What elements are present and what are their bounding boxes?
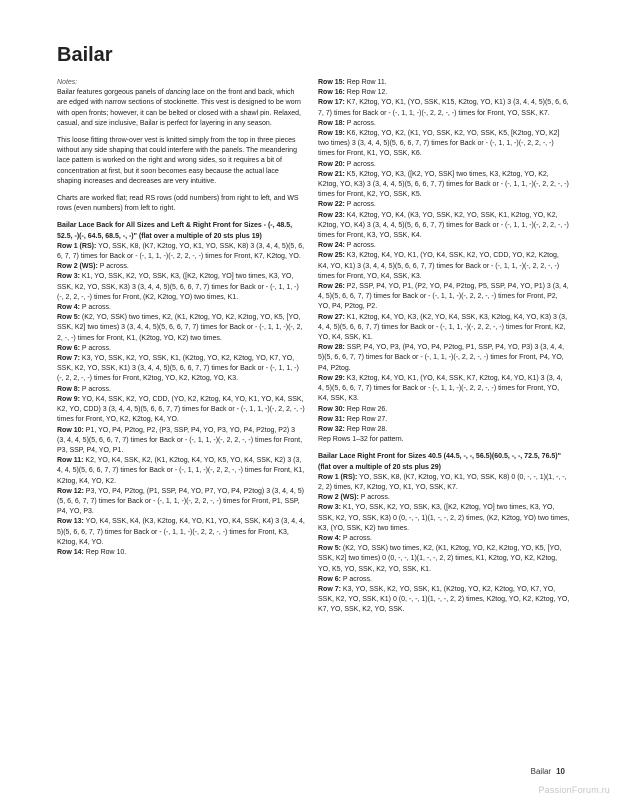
intro-paragraph-3: Charts are worked flat; read RS rows (odd numbers) from right to left, and WS rows (even numbers) from left to right. [57,195,299,213]
row-label: Row 3: [318,504,341,512]
pattern-row [57,548,305,558]
row-label: Row 23: [318,211,345,219]
pattern-row [57,313,305,344]
row-text: YO, K4, SSK, K4, (K3, K2tog, K4, YO, K1, YO, K4, SSK, K4) 3 (3, 4, 4, 5)(5, 6, 6, 7, 7) times for Back or - (-, 1, 1, -)(-, 2, 2, -, -) times for Front, K3, K2tog, K4, YO. [57,518,305,546]
intro-paragraph-1: Bailar features gorgeous panels of dancing lace on the front and back, which are edged with narrow sections of stockinette. This vest is designed to be worn with open fronts; however, it can be belted or closed with a shawl pin. Relaxed, casual, and size inclusive, Bailar is perfect for layering in any season. [57,89,301,127]
row-text: K3, YO, SSK, K2, YO, SSK, K1, (K2tog, YO, K2, K2tog, YO, K7, YO, SSK, K2, YO, SSK, K1) 0 (0, -, -, 1)(1, -, -, 2, 2) times, K2tog, YO, K2, K2tog, YO, K7, YO, SSK, K2, YO, SSK. [318,585,570,614]
row-label: Row 8: [57,385,80,393]
row-text: P across. [344,201,376,209]
pattern-row [318,211,570,242]
pattern-row [57,385,305,395]
pattern-row [318,170,570,201]
row-label: Row 2 (WS): [318,494,359,502]
row-text: P across. [358,494,390,502]
row-text: P across. [97,263,129,271]
row-label: Row 7: [318,585,341,593]
intro-paragraph-2: This loose fitting throw-over vest is knitted simply from the top in three pieces without any side shaping that could interfere with the panels. The meandering lace pattern is worked on the right and wrong sides, so it requires a bit of concentration at first, but it soon becomes easy because the actual lace shaping increases and decreases are very intuitive. [57,137,297,185]
row-label: Row 27: [318,313,345,321]
row-text: K6, K2tog, YO, K2, (K1, YO, SSK, K2, YO, SSK, K5, [K2tog, YO, K2] two times) 3 (3, 4, 4, 5)(5, 6, 6, 7, 7) times for Back or - (-, 1, 1, -)(-, 2, 2, -, -) times for Front, K1, YO, SSK, K6. [318,130,560,158]
row-label: Row 10: [57,426,84,434]
row-label: Row 22: [318,201,345,209]
pattern-row [57,242,305,262]
row-text: P across. [344,119,376,127]
pattern-row [57,426,305,457]
section-heading-lace-back: Bailar Lace Back for All Sizes and Left & Right Front for Sizes - (-, 48.5, 52.5, -)(-, 64.5, 68.5, -, -)" (flat over a multiple of 20 sts plus 19) [57,222,293,240]
row-label: Row 3: [57,273,80,281]
row-label: Row 29: [318,374,345,382]
page-number: 10 [556,767,565,776]
pattern-row [318,200,570,210]
pattern-row [318,241,570,251]
row-text: Rep Row 12. [344,89,388,97]
row-text: K3, YO, SSK, K2, YO, SSK, K1, (K2tog, YO, K2, K2tog, YO, K7, YO, SSK, K2, YO, SSK, K1) 3 (3, 4, 4, 5)(5, 6, 6, 7, 7) times for Back or - (-, 1, 1, -)(-, 2, 2, -, -) times for Front, K2tog, YO, K2, K2tog, YO, K3. [57,355,299,383]
row-text: Rep Row 28. [344,425,388,433]
row-label: Row 25: [318,252,345,260]
row-label: Row 4: [318,534,341,542]
pattern-row [318,493,570,503]
row-text: K1, YO, SSK, K2, YO, SSK, K3, ([K2, K2tog, YO] two times, K3, YO, SSK, K2, YO, SSK, K3) 3 (3, 4, 4, 5)(5, 6, 6, 7, 7) times for Back or - (-, 1, 1, -)(-, 2, 2, -, -) times for Front, (K2, K2tog, YO) two times, K1. [57,273,299,301]
pattern-row [318,425,570,435]
pattern-row [57,395,305,426]
row-text: K7, K2tog, YO, K1, (YO, SSK, K15, K2tog, YO, K1) 3 (3, 4, 4, 5)(5, 6, 6, 7, 7) times for Back or - (-, 1, 1, -)(-, 2, 2, -, -) times for Front, YO, SSK, K7. [318,99,569,117]
row-text: P1, YO, P4, P2tog, P2, (P3, SSP, P4, YO, P3, YO, P4, P2tog, P2) 3 (3, 4, 4, 5)(5, 6, 6, 7, 7) times for Back or - (-, 1, 1, -)(-, 2, 2, -, -) times for Front, P3, SSP, P4, YO, P1. [57,426,303,454]
row-text: Rep Row 10. [83,548,127,556]
pattern-row [318,78,570,88]
pattern-row [318,374,570,405]
row-text: P across. [79,385,111,393]
row-label: Row 16: [318,89,345,97]
row-label: Row 24: [318,242,345,250]
notes-label: Notes: [57,79,78,86]
row-text: P across. [79,344,111,352]
pattern-row [318,575,570,585]
row-label: Row 17: [318,99,345,107]
row-text: P across. [340,534,372,542]
pattern-row [318,88,570,98]
row-label: Row 14: [57,548,84,556]
row-label: Row 18: [318,119,345,127]
pattern-row [57,456,305,487]
row-label: Row 13: [57,518,84,526]
pattern-row [57,517,305,548]
row-text: P across. [344,160,376,168]
row-text: (K2, YO, SSK) two times, K2, (K1, K2tog, YO, K2, K2tog, YO, K5, [YO, SSK, K2] two times) 0 (0, -, -, 1)(1, -, -, 2, 2) times, K1, K2tog, YO, K2, K2tog, YO, K5, YO, SSK, K2, YO, SSK, K1. [318,545,562,573]
page-footer [531,767,565,776]
row-label: Row 32: [318,425,345,433]
row-text: K1, K2tog, K4, YO, K3, (K2, YO, K4, SSK, K3, K2tog, K4, YO, K3) 3 (3, 4, 4, 5)(5, 6, 6, 7, 7) times for Back or - (-, 1, 1, -)(-, 2, 2, -, -) times for Front, K2, YO, K4, SSK, K1. [318,313,568,342]
row-text: Rep Row 27. [344,415,388,423]
pattern-row [57,487,305,518]
row-text: K5, K2tog, YO, K3, ([K2, YO, SSK] two times, K3, K2tog, YO, K2, K2tog, YO, K3) 3 (3, 4, 4, 5)(5, 6, 6, 7, 7) times for Back or - (-, 1, 1, -)(-, 2, 2, -, -) times for Front, K2, YO, SSK, K5. [318,170,569,199]
pattern-row [318,251,570,282]
row-text: YO, SSK, K8, (K7, K2tog, YO, K1, YO, SSK, K8) 0 (0, -, -, 1)(1, -, -, 2, 2) times, K7, K2tog, YO, K1, YO, SSK, K7. [318,473,567,491]
footer-pattern-name: Bailar [530,767,552,776]
row-label: Row 6: [318,575,341,583]
row-text: Rep Row 11. [344,79,387,86]
repeat-instruction: Rep Rows 1–32 for pattern. [318,436,404,444]
pattern-row [318,473,570,493]
row-text: SSP, P4, YO, P3, (P4, YO, P4, P2tog, P1, SSP, P4, YO, P3) 3 (3, 4, 4, 5)(5, 6, 6, 7, 7) times for Back or - (-, 1, 1, -)(-, 2, 2, -, -) times for Front, P4, YO, P4, P2tog. [318,344,565,372]
row-label: Row 21: [318,170,345,178]
row-text: P across. [344,242,376,250]
pattern-row [318,585,570,616]
pattern-row [318,415,570,425]
row-label: Row 15: [318,79,345,86]
row-label: Row 1 (RS): [318,473,358,481]
pattern-row [57,344,305,354]
pattern-row [318,119,570,129]
row-label: Row 20: [318,160,345,168]
pattern-row [57,303,305,313]
pattern-row [318,534,570,544]
row-text: K3, K2tog, K4, YO, K1, (YO, K4, SSK, K7, K2tog, K4, YO, K1) 3 (3, 4, 4, 5)(5, 6, 6, 7, 7) times for Back or - (-, 1, 1, -)(-, 2, 2, -, -) times for Front, YO, K4, SSK, K3. [318,374,563,403]
row-label: Row 7: [57,355,80,363]
row-label: Row 31: [318,415,345,423]
pattern-row [318,405,570,415]
row-text: Rep Row 26. [344,405,388,413]
pattern-row [57,262,305,272]
right-column [318,78,570,616]
row-label: Row 6: [57,344,80,352]
row-text: P across. [340,575,372,583]
pattern-row [57,354,305,385]
row-text: K1, YO, SSK, K2, YO, SSK, K3, ([K2, K2tog, YO] two times, K3, YO, SSK, K2, YO, SSK, K3) 0 (0, -, -, 1)(1, -, -, 2, 2) times, (K2, K2tog, YO) two times, K3, (YO, SSK, K2) two times. [318,504,570,532]
pattern-row [318,98,570,118]
row-list-right-front [318,473,570,616]
row-text: P2, SSP, P4, YO, P1, (P2, YO, P4, P2tog, P5, SSP, P4, YO, P1) 3 (3, 4, 4, 5)(5, 6, 6, 7, 7) times for Back or - (-, 1, 1, -)(-, 2, 2, -, -) times for Front, P2, YO, P4, P2tog, P2. [318,283,569,311]
pattern-row [318,544,570,575]
row-label: Row 26: [318,283,345,291]
row-label: Row 12: [57,487,84,495]
pattern-row [318,160,570,170]
row-label: Row 5: [57,314,80,322]
page-title: Bailar [57,44,113,66]
row-text: K4, K2tog, YO, K4, (K3, YO, SSK, K2, YO, SSK, K1, K2tog, YO, K2, K2tog, YO, K4) 3 (3, 4, 4, 5)(5, 6, 6, 7, 7) times for Back or - (-, 1, 1, -)(-, 2, 2, -, -) times for Front, K3, YO, SSK, K4. [318,211,569,240]
pattern-row [318,282,570,313]
row-list-right [318,78,570,435]
row-label: Row 30: [318,405,345,413]
row-label: Row 11: [57,457,84,465]
pattern-row [57,272,305,303]
pattern-row [318,313,570,344]
section-heading-right-front: Bailar Lace Right Front for Sizes 40.5 (44.5, -, -, 56.5)(60.5, -, -, 72.5, 76.5)" (flat over a multiple of 20 sts plus 29) [318,453,561,471]
row-text: P3, YO, P4, P2tog, (P1, SSP, P4, YO, P7, YO, P4, P2tog) 3 (3, 4, 4, 5)(5, 6, 6, 7, 7) times for Back or - (-, 1, 1, -)(-, 2, 2, -, -) times for Front, P1, SSP, P4, YO, P3. [57,487,304,516]
row-label: Row 5: [318,545,341,553]
row-label: Row 4: [57,304,80,312]
pattern-row [318,343,570,374]
row-label: Row 9: [57,395,80,403]
row-label: Row 19: [318,130,345,138]
row-text: YO, SSK, K8, (K7, K2tog, YO, K1, YO, SSK, K8) 3 (3, 4, 4, 5)(5, 6, 6, 7, 7) times for Back or - (-, 1, 1, -)(-, 2, 2, -, -) times for Front, K7, K2tog, YO. [57,242,305,261]
row-list-left [57,242,305,558]
pattern-row [318,129,570,160]
row-label: Row 28: [318,344,345,352]
row-text: (K2, YO, SSK) two times, K2, (K1, K2tog, YO, K2, K2tog, YO, K5, [YO, SSK, K2] two times) 3 (3, 4, 4, 5)(5, 6, 6, 7, 7) times for Back or - (-, 1, 1, -)(-, 2, 2, -, -) times for Front, K1, (K2tog, YO, K2) two times. [57,314,303,342]
row-text: K3, K2tog, K4, YO, K1, (YO, K4, SSK, K2, YO, CDD, YO, K2, K2tog, K4, YO, K1) 3 (3, 4, 4, 5)(5, 6, 6, 7, 7) times for Back or - (-, 1, 1, -)(-, 2, 2, -, -) times for Front, YO, K4, SSK, K3. [318,252,560,280]
pattern-row [318,503,570,534]
row-text: K2, YO, K4, SSK, K2, (K1, K2tog, K4, YO, K5, YO, K4, SSK, K2) 3 (3, 4, 4, 5)(5, 6, 6, 7, 7) times for Back or - (-, 1, 1, -)(-, 2, 2, -, -) times for Front, K1, K2tog, K4, YO, K2. [57,457,305,485]
row-label: Row 1 (RS): [57,242,97,250]
watermark: PassionForum.ru [538,785,610,795]
row-text: P across. [79,304,111,312]
row-text: YO, K4, SSK, K2, YO, CDD, (YO, K2, K2tog, K4, YO, K1, YO, K4, SSK, K2, YO, CDD) 3 (3, 4, 4, 5)(5, 6, 6, 7, 7) times for Back or - (-, 1, 1, -)(-, 2, 2, -, -) times for Front, YO, K2, K2tog, K4, YO. [57,395,305,424]
row-label: Row 2 (WS): [57,263,98,271]
left-column [57,78,305,558]
